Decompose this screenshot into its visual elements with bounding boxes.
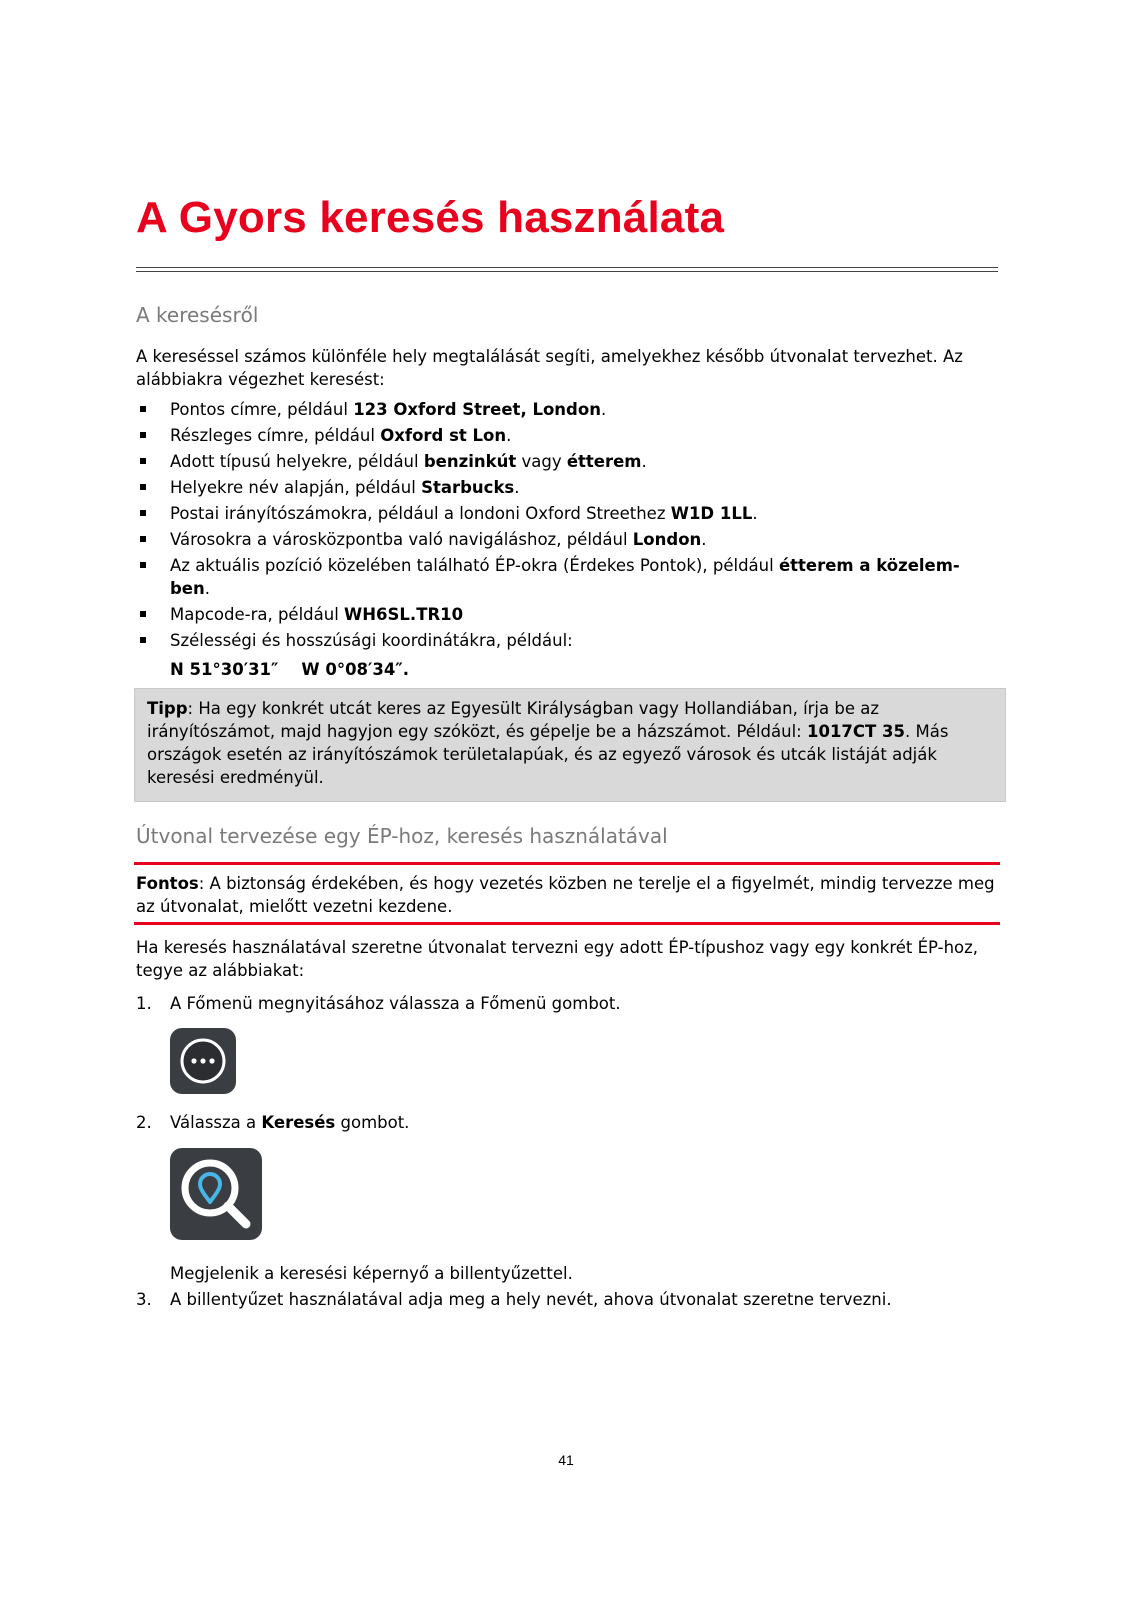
list-item: Az aktuális pozíció közelében található ÉP-okra (Érdekes Pontok), például étterem a közelem-ben.	[136, 554, 970, 600]
list-item: Pontos címre, például 123 Oxford Street, London.	[136, 398, 998, 421]
section-heading-plan-route-poi: Útvonal tervezése egy ÉP-hoz, keresés használatával	[136, 824, 668, 848]
bullet-marker	[140, 406, 146, 412]
search-types-list	[136, 398, 998, 655]
title-divider	[136, 267, 998, 272]
important-top-rule	[134, 862, 1000, 865]
list-item: Városokra a városközpontba való navigáláshoz, például London.	[136, 528, 998, 551]
bullet-marker	[140, 611, 146, 617]
list-item: Helyekre név alapján, például Starbucks.	[136, 476, 998, 499]
bullet-marker	[140, 484, 146, 490]
tip-label: Tipp	[147, 699, 188, 718]
list-item: Mapcode-ra, például WH6SL.TR10	[136, 603, 998, 626]
list-item: Postai irányítószámokra, például a londoni Oxford Streethez W1D 1LL.	[136, 502, 998, 525]
bullet-marker	[140, 458, 146, 464]
document-page: A Gyors keresés használata A keresésről A kereséssel számos különféle hely megtalálását segíti, amelyekhez később útvonalat tervezhet. Az alábbiakra végezhet keresést: Pontos címre, például 123 Oxford Street, London. Részleges címre, például Oxford st Lon. Adott típusú helyekre, például benzinkút vagy étterem. Helyekre név alapján, például Starbucks. Postai irányítószámokra, például a londoni Oxford Streethez W1D 1LL. Városokra a városközpontba való navigáláshoz, például London. Az aktuális pozíció közelében található ÉP-okra (Érdekes Pontok), például étterem a közelem-ben. Mapcode-ra, például WH6SL.TR10 Szélességi és hosszúsági koordinátákra, például: N 51°30′31″ W 0°08′34″. Tipp: Ha egy konkrét utcát keres az Egyesült Királyságban vagy Hollandiában, írja be az irányítószámot, majd hagyjon egy szóközt, és gépelje be a házszámot. Például: 1017CT 35. Más országok esetén az irányítószámok területalapúak, és az egyező városok és utcák listáját adják keresési eredményül. Útvonal tervezése egy ÉP-hoz, keresés használatával Fontos: A biztonság érdekében, és hogy vezetés közben ne terelje el a figyelmét, mindig tervezze meg az útvonalat, mielőtt vezetni kezdene. Ha keresés használatával szeretne útvonalat tervezni egy adott ÉP-típushoz vagy egy konkrét ÉP-hoz, tegye az alábbiakat: 1. A Főmenü megnyitásához válassza a Főmenü gombot. 2. Válassza a Keresés gombot. Megjelenik a keresési képernyő a billentyűzettel. 3. A billentyűzet használatával adja meg a hely nevét, ahova útvonalat szeretne tervezni. 41	[0, 0, 1132, 1600]
bullet-marker	[140, 536, 146, 542]
search-icon[interactable]	[170, 1148, 262, 1240]
steps-intro-paragraph: Ha keresés használatával szeretne útvonalat tervezni egy adott ÉP-típushoz vagy egy konkrét ÉP-hoz, tegye az alábbiakat:	[136, 938, 979, 980]
important-note: Fontos: A biztonság érdekében, és hogy vezetés közben ne terelje el a figyelmét, mindig tervezze meg az útvonalat, mielőtt vezetni kezdene.	[136, 874, 995, 916]
important-bottom-rule	[134, 922, 1000, 925]
page-number: 41	[558, 1452, 574, 1468]
main-menu-icon[interactable]	[170, 1028, 236, 1094]
bullet-marker	[140, 562, 146, 568]
list-item: Részleges címre, például Oxford st Lon.	[136, 424, 998, 447]
list-item: Adott típusú helyekre, például benzinkút vagy étterem.	[136, 450, 998, 473]
list-item: Szélességi és hosszúsági koordinátákra, például:	[136, 629, 998, 652]
tip-box: Tipp: Ha egy konkrét utcát keres az Egyesült Királyságban vagy Hollandiában, írja be az irányítószámot, majd hagyjon egy szóközt, és gépelje be a házszámot. Például: 1017CT 35. Más országok esetén az irányítószámok területalapúak, és az egyező városok és utcák listáját adják keresési eredményül.	[134, 688, 1006, 802]
section-heading-about-search: A keresésről	[136, 303, 259, 327]
intro-paragraph: A kereséssel számos különféle hely megtalálását segíti, amelyekhez később útvonalat tervezhet. Az alábbiakra végezhet keresést:	[136, 347, 963, 389]
coordinates-example: N 51°30′31″ W 0°08′34″.	[170, 660, 409, 679]
bullet-marker	[140, 432, 146, 438]
bullet-marker	[140, 510, 146, 516]
page-title: A Gyors keresés használata	[136, 193, 725, 242]
step-2-result-note: Megjelenik a keresési képernyő a billentyűzettel.	[170, 1264, 573, 1283]
bullet-marker	[140, 637, 146, 643]
